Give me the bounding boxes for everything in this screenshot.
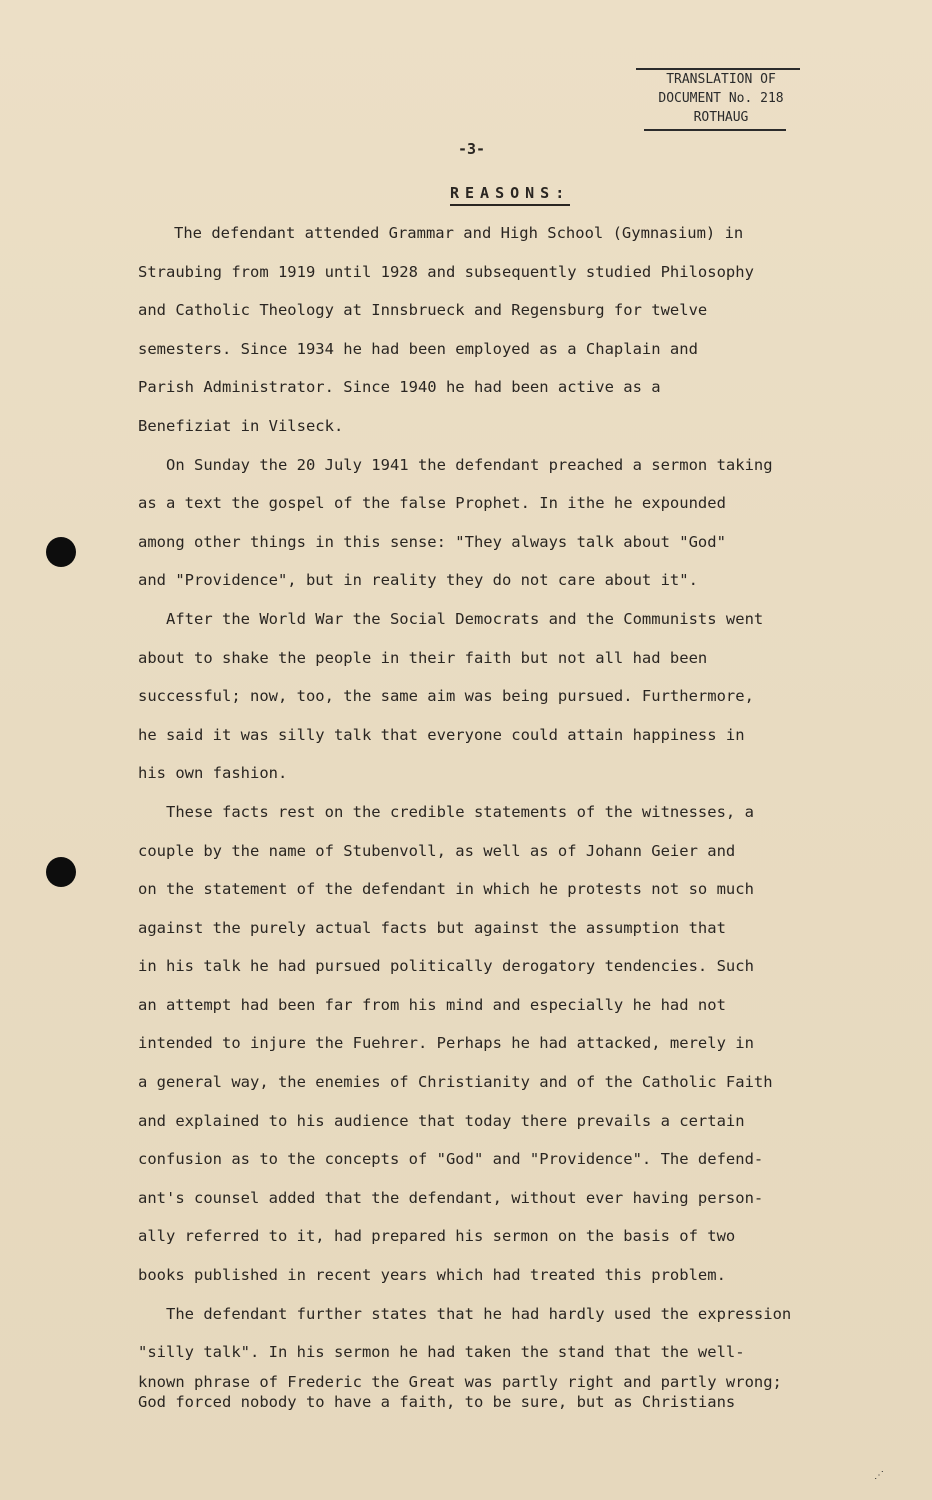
text-line: semesters. Since 1934 he had been employed as a Chaplain and	[138, 339, 698, 358]
stamp-line-3: ROTHAUG	[693, 110, 749, 125]
stamp-line-2: DOCUMENT No. 218	[658, 91, 784, 106]
text-line: and "Providence", but in reality they do not care about it".	[138, 571, 698, 590]
text-line: ant's counsel added that the defendant, without ever having person-	[138, 1188, 764, 1207]
text-line: The defendant further states that he had hardly used the expression	[166, 1304, 792, 1323]
text-line: These facts rest on the credible statements of the witnesses, a	[166, 802, 754, 821]
punch-hole-lower	[46, 857, 76, 887]
text-line: On Sunday the 20 July 1941 the defendant preached a sermon taking	[166, 455, 773, 474]
text-line: about to shake the people in their faith but not all had been	[138, 648, 708, 667]
text-line: books published in recent years which had treated this problem.	[138, 1266, 726, 1285]
stamp-line-1: TRANSLATION OF	[666, 72, 776, 87]
text-line: his own fashion.	[138, 764, 288, 783]
text-line: and explained to his audience that today there prevails a certain	[138, 1111, 745, 1130]
text-line: on the statement of the defendant in which he protests not so much	[138, 880, 754, 899]
text-line: as a text the gospel of the false Prophet. In ithe he expounded	[138, 494, 726, 513]
text-line: intended to injure the Fuehrer. Perhaps he had attacked, merely in	[138, 1034, 754, 1053]
text-line: Parish Administrator. Since 1940 he had been active as a	[138, 378, 661, 397]
punch-hole-upper	[46, 537, 76, 567]
text-line: God forced nobody to have a faith, to be sure, but as Christians	[138, 1392, 736, 1411]
text-line: The defendant attended Grammar and High School (Gymnasium) in	[174, 224, 744, 242]
page-number: -3-	[458, 140, 486, 158]
stray-mark: ⋰	[874, 1470, 884, 1481]
document-body	[138, 214, 798, 1412]
text-line: among other things in this sense: "They always talk about "God"	[138, 532, 726, 551]
text-line: successful; now, too, the same aim was being pursued. Furthermore,	[138, 687, 754, 706]
text-line: against the purely actual facts but against the assumption that	[138, 918, 726, 937]
text-line: After the World War the Social Democrats and the Communists went	[166, 609, 764, 628]
stamp-bottom-rule	[644, 129, 786, 131]
text-line: an attempt had been far from his mind and especially he had not	[138, 995, 726, 1014]
text-line: "silly talk". In his sermon he had taken the stand that the well-	[138, 1343, 745, 1362]
text-line: Benefiziat in Vilseck.	[138, 416, 344, 435]
text-line: in his talk he had pursued politically derogatory tendencies. Such	[138, 957, 754, 976]
text-line: ally referred to it, had prepared his sermon on the basis of two	[138, 1227, 736, 1246]
text-line: and Catholic Theology at Innsbrueck and Regensburg for twelve	[138, 301, 708, 320]
text-line: he said it was silly talk that everyone could attain happiness in	[138, 725, 745, 744]
text-line: Straubing from 1919 until 1928 and subsequently studied Philosophy	[138, 262, 754, 281]
translation-stamp	[636, 68, 806, 131]
section-title: REASONS:	[450, 184, 570, 206]
text-line: known phrase of Frederic the Great was partly right and partly wrong;	[138, 1372, 782, 1391]
text-line: a general way, the enemies of Christianity and of the Catholic Faith	[138, 1073, 773, 1092]
text-line: confusion as to the concepts of "God" and "Providence". The defend-	[138, 1150, 764, 1169]
text-line: couple by the name of Stubenvoll, as well as of Johann Geier and	[138, 841, 736, 860]
